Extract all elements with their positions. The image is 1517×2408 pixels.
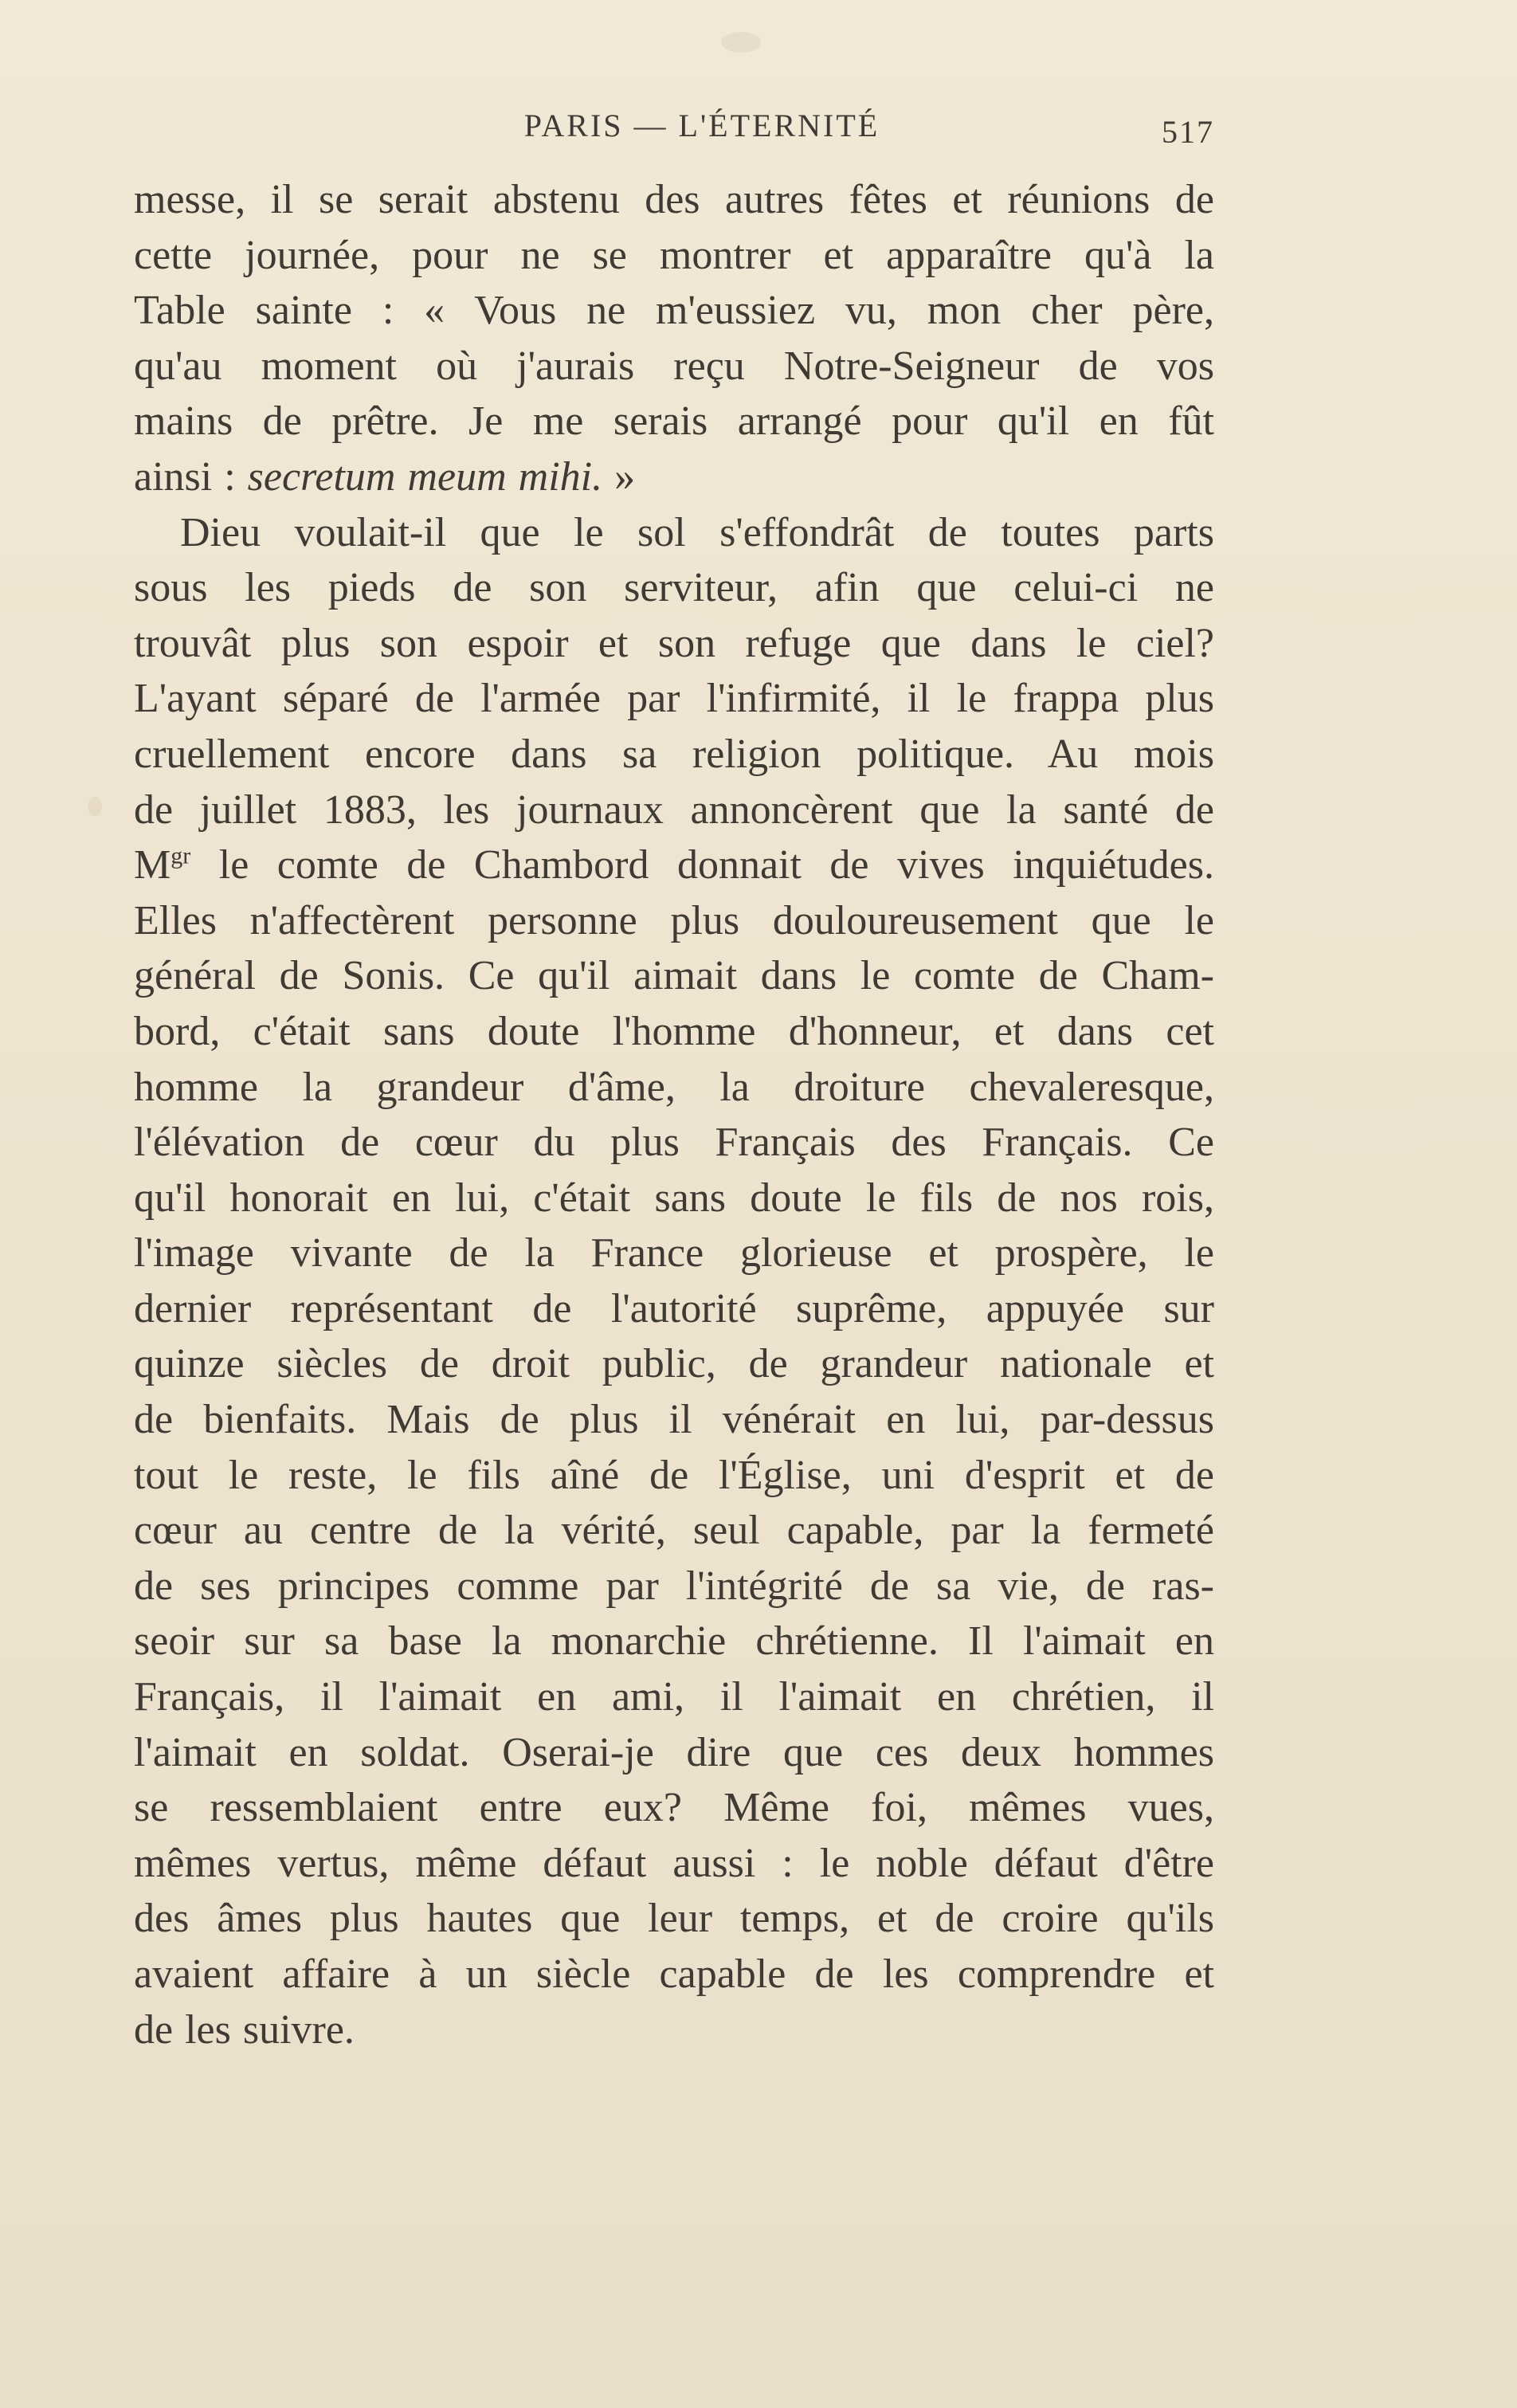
text-line: général de Sonis. Ce qu'il aimait dans le comte de Cham- xyxy=(134,953,1214,999)
text-line: trouvât plus son espoir et son refuge que dans le ciel? xyxy=(134,620,1214,666)
text-line: mains de prêtre. Je me serais arrangé pour qu'il en fût xyxy=(134,398,1214,445)
body-text xyxy=(134,172,1214,2057)
text-line: des âmes plus hautes que leur temps, et de croire qu'ils xyxy=(134,1896,1214,1942)
text-line: cruellement encore dans sa religion politique. Au mois xyxy=(134,731,1214,777)
text-line: L'ayant séparé de l'armée par l'infirmité, il le frappa plus xyxy=(134,676,1214,722)
text-line: qu'il honorait en lui, c'était sans doute le fils de nos rois, xyxy=(134,1175,1214,1221)
text-line: avaient affaire à un siècle capable de les comprendre et xyxy=(134,1951,1214,1997)
paragraph-end-line: de les suivre. xyxy=(134,2006,355,2053)
text-line: l'élévation de cœur du plus Français des Français. Ce xyxy=(134,1120,1214,1166)
paper-stain xyxy=(721,32,761,53)
text-segment: ainsi : xyxy=(134,453,248,500)
text-line: homme la grandeur d'âme, la droiture chevaleresque, xyxy=(134,1064,1214,1110)
text-line: de ses principes comme par l'intégrité de sa vie, de ras- xyxy=(134,1563,1214,1609)
honorific-abbrev: M xyxy=(134,842,171,888)
text-line: de bienfaits. Mais de plus il vénérait en lui, par-dessus xyxy=(134,1397,1214,1443)
latin-phrase: secretum meum mihi. xyxy=(247,453,603,500)
text-line: l'aimait en soldat. Oserai-je dire que ces deux hommes xyxy=(134,1729,1214,1775)
honorific-superscript: gr xyxy=(171,842,191,869)
text-line: dernier représentant de l'autorité suprême, appuyée sur xyxy=(134,1285,1214,1331)
text-line-with-honorific xyxy=(134,837,1214,893)
text-line: messe, il se serait abstenu des autres fêtes et réunions de xyxy=(134,177,1214,222)
running-title: PARIS — L'ÉTERNITÉ xyxy=(523,108,880,143)
text-line: sous les pieds de son serviteur, afin que celui-ci ne xyxy=(134,565,1214,611)
text-line: mêmes vertus, même défaut aussi : le noble défaut d'être xyxy=(134,1840,1214,1886)
text-line: cette journée, pour ne se montrer et apparaître qu'à la xyxy=(134,232,1214,278)
text-line: cœur au centre de la vérité, seul capable, par la fermeté xyxy=(134,1508,1214,1554)
text-segment: le comte de Chambord donnait de vives inquiétudes. xyxy=(190,842,1214,888)
text-line: l'image vivante de la France glorieuse et prospère, le xyxy=(134,1230,1214,1277)
text-line: quinze siècles de droit public, de grandeur nationale et xyxy=(134,1341,1214,1387)
text-line: bord, c'était sans doute l'homme d'honneur, et dans cet xyxy=(134,1008,1214,1054)
closing-quote: » xyxy=(602,453,636,500)
text-line: seoir sur sa base la monarchie chrétienne. Il l'aimait en xyxy=(134,1618,1214,1665)
text-line: qu'au moment où j'aurais reçu Notre-Seigneur de vos xyxy=(134,343,1214,389)
paper-stain xyxy=(88,797,102,816)
page-number: 517 xyxy=(1162,114,1214,150)
text-line: Elles n'affectèrent personne plus douloureusement que le xyxy=(134,897,1214,943)
text-line-with-latin xyxy=(134,449,1214,505)
text-line: tout le reste, le fils aîné de l'Église, uni d'esprit et de xyxy=(134,1452,1214,1498)
text-line: Français, il l'aimait en ami, il l'aimait en chrétien, il xyxy=(134,1674,1214,1720)
paragraph-start-line: Dieu voulait-il que le sol s'effondrât de toutes parts xyxy=(180,509,1214,555)
page-header xyxy=(134,96,1214,159)
text-line: de juillet 1883, les journaux annoncèrent que la santé de xyxy=(134,786,1214,833)
text-line: se ressemblaient entre eux? Même foi, mêmes vues, xyxy=(134,1785,1214,1831)
text-line: Table sainte : « Vous ne m'eussiez vu, mon cher père, xyxy=(134,288,1214,334)
